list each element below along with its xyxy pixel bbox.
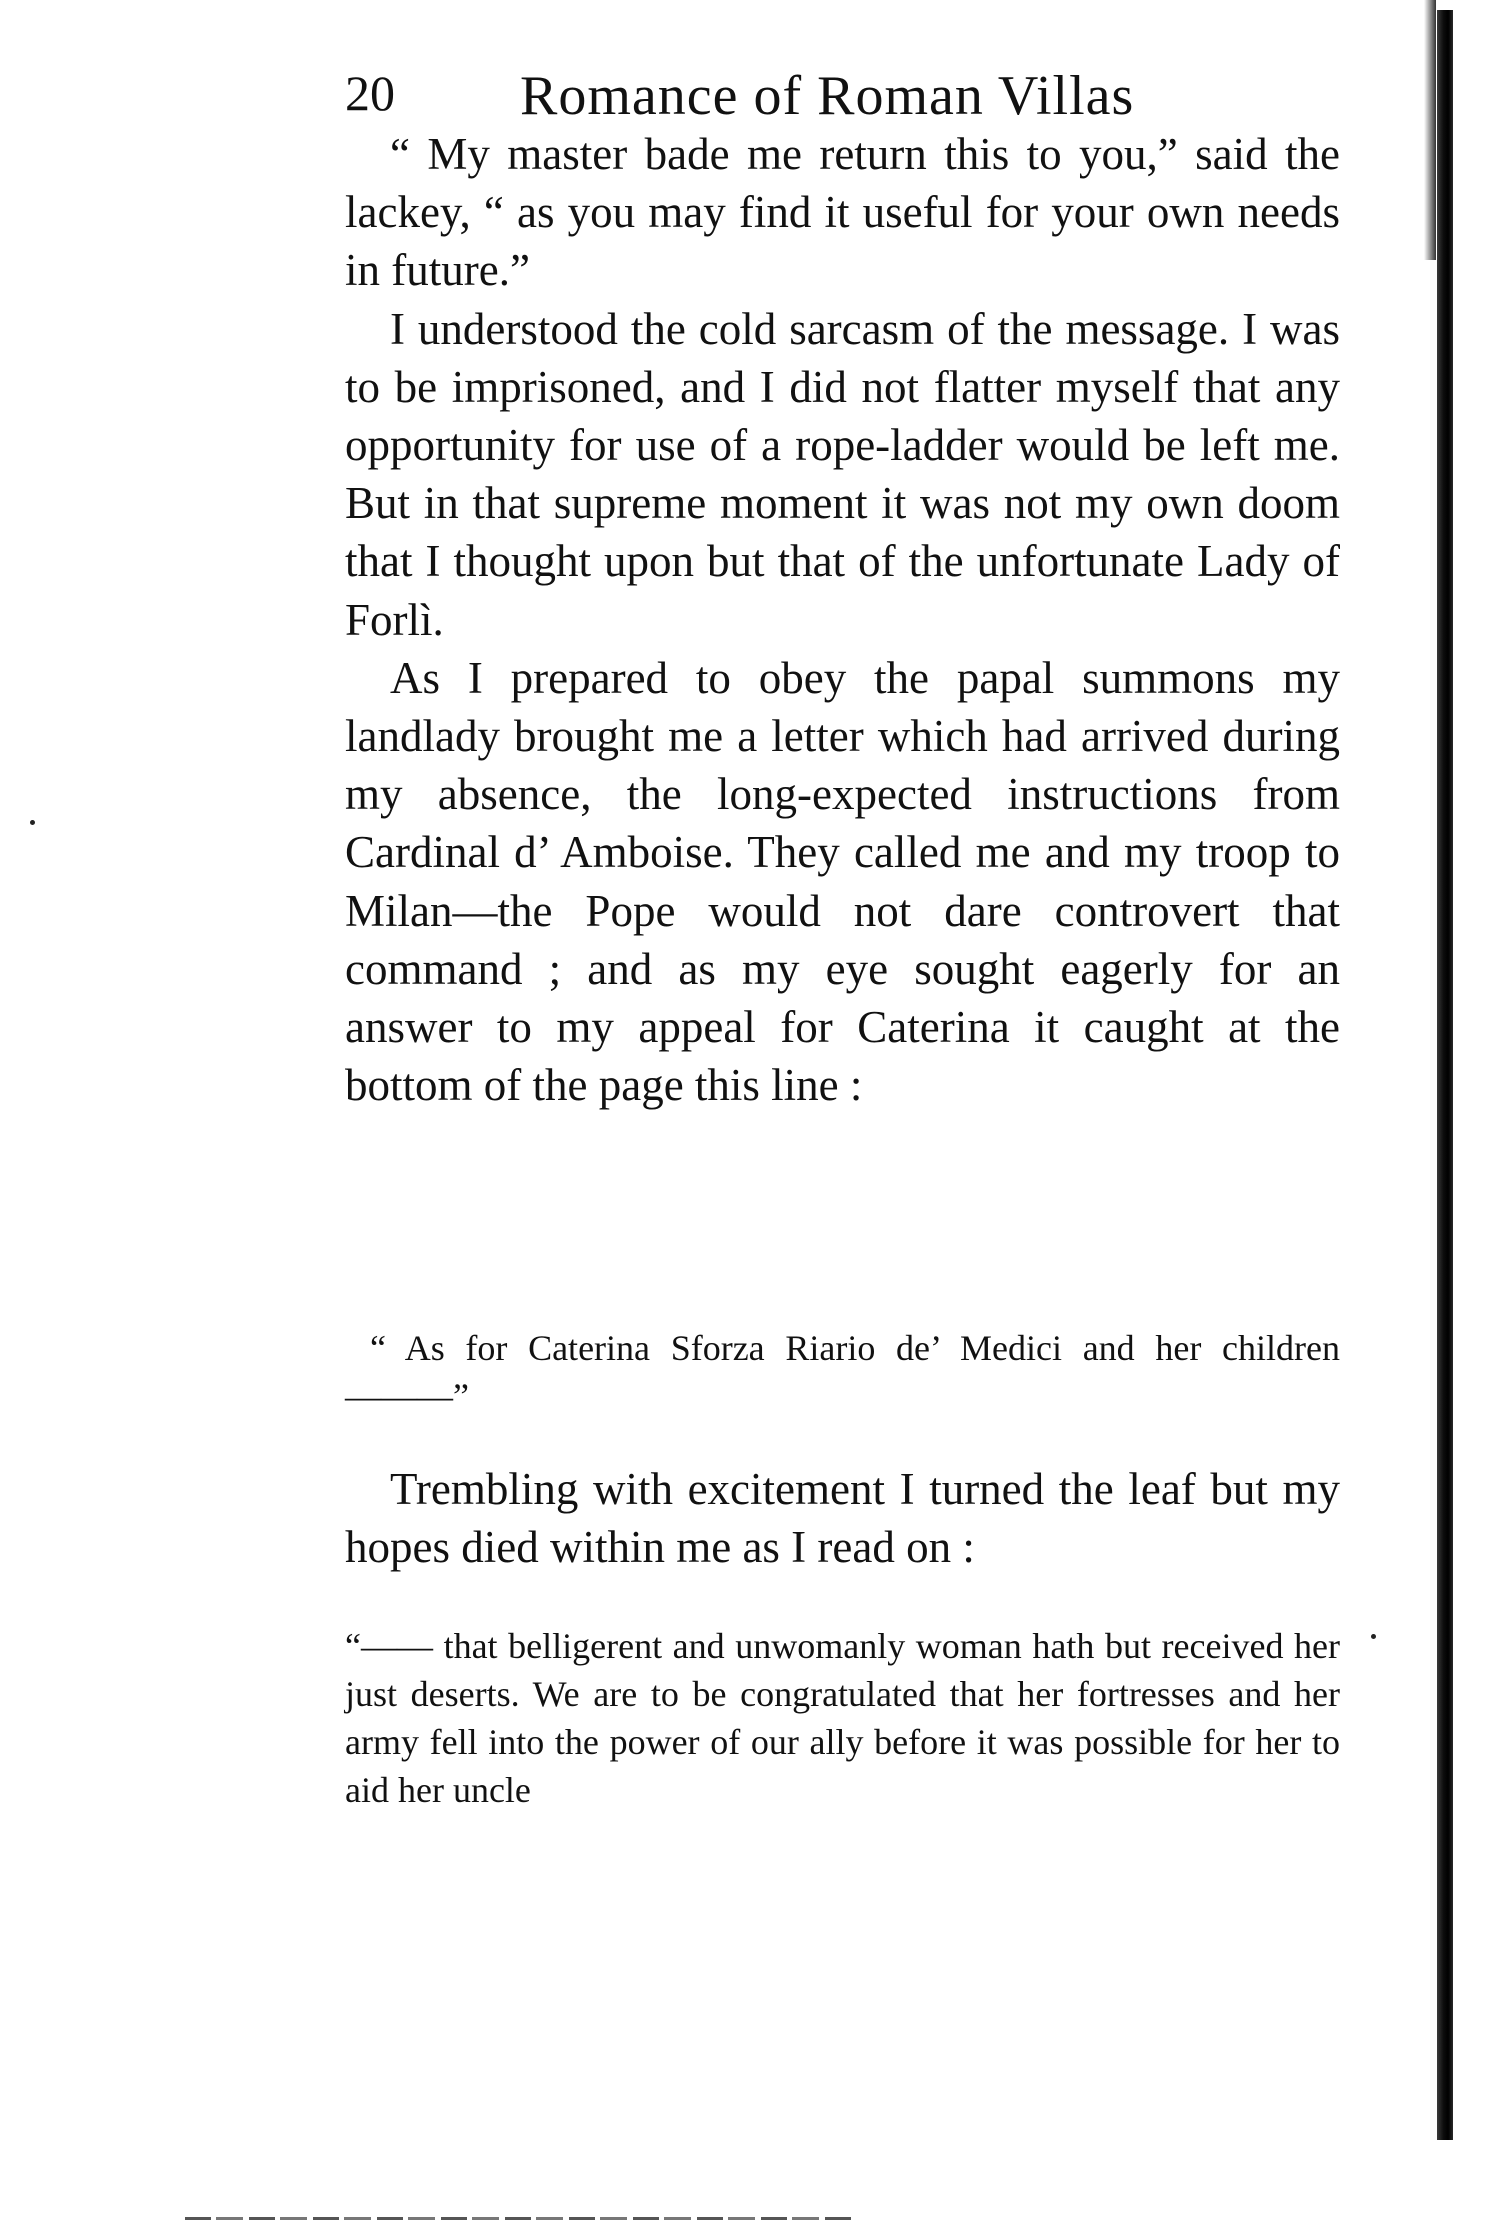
paragraph-cold-sarcasm: I understood the cold sarcasm of the message. I was to be imprisoned, and I did not flatter myself that any opportunity for use of a rope-ladder would be left me. But in that supreme moment it was not my own doom that I thought upon but that of the unfortunate Lady of Forlì. (345, 303, 1340, 645)
quote-belligerent: “—— that belligerent and unwomanly woman hath but received her just deserts. We are to be congratulated that her fortresses and her army fell into the power of our ally before it was possible for her to aid her uncle (345, 1626, 1340, 1810)
paragraph-lackey-message: “ My master bade me return this to you,” said the lackey, “ as you may find it useful for your own needs in future.” (345, 129, 1340, 296)
running-title: Romance of Roman Villas (520, 65, 1135, 127)
quote-block-1 (345, 1324, 1340, 1420)
paragraph-papal-summons: As I prepared to obey the papal summons my landlady brought me a letter which had arrived during my absence, the long-expected instructions from Cardinal d’ Amboise. They called me and my troop to Milan—the Pope would not dare controvert that command ; and as my eye sought eagerly for an answer to my appeal for Caterina it caught at the bottom of the page this line : (345, 652, 1340, 1111)
main-text-block (345, 125, 1340, 1114)
scan-speck (30, 820, 35, 825)
quote-block-2 (345, 1622, 1340, 1814)
page-edge-strip (1437, 10, 1453, 2140)
binding-shadow (1424, 0, 1436, 260)
scan-speck (1371, 1634, 1376, 1639)
second-text-block (345, 1460, 1340, 1576)
paragraph-trembling: Trembling with excitement I turned the leaf but my hopes died within me as I read on : (345, 1464, 1340, 1573)
page-number: 20 (345, 65, 395, 121)
page-header (345, 64, 1340, 134)
bottom-scan-mark (185, 2217, 855, 2220)
quote-caterina: “ As for Caterina Sforza Riario de’ Medici and her children———” (345, 1328, 1340, 1416)
